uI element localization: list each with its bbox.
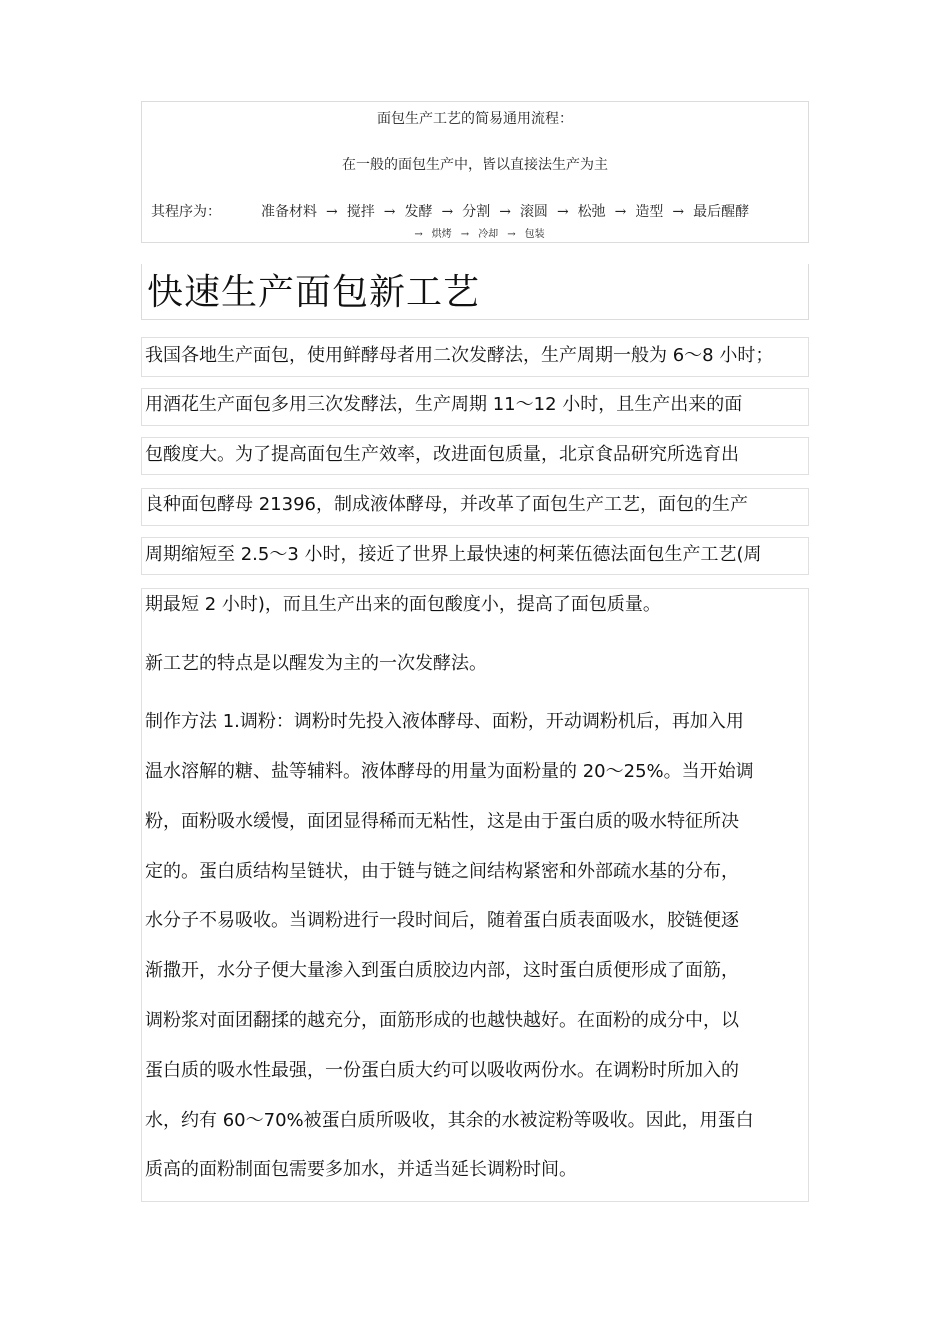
arrow-icon: → [556,204,569,220]
arrow-icon: → [441,204,454,220]
paragraph-line: 调粉浆对面团翻揉的越充分，面筋形成的也越快越好。在面粉的成分中，以 [145,1010,739,1031]
arrow-icon: → [672,204,685,220]
arrow-icon: → [414,229,423,240]
step: 松弛 [577,204,606,220]
step: 准备材料 [261,204,317,220]
paragraph-line: 温水溶解的糖、盐等辅料。液体酵母的用量为面粉量的 20～25%。当开始调 [145,761,754,782]
paragraph-line: 渐撒开，水分子便大量渗入到蛋白质胶边内部，这时蛋白质便形成了面筋， [145,960,739,981]
arrow-icon: → [614,204,627,220]
paragraph-line: 期最短 2 小时)，而且生产出来的面包酸度小，提高了面包质量。 [145,594,661,615]
paragraph-line: 质高的面粉制面包需要多加水，并适当延长调粉时间。 [145,1159,577,1180]
step: 发酵 [404,204,433,220]
step: 冷却 [478,229,499,240]
paragraph-line: 包酸度大。为了提高面包生产效率，改进面包质量，北京食品研究所选育出 [145,444,739,465]
paragraph-line: 用酒花生产面包多用三次发酵法，生产周期 11～12 小时，且生产出来的面 [145,394,743,415]
process-subtitle: 在一般的面包生产中，皆以直接法生产为主 [342,157,608,173]
arrow-icon: → [460,229,470,240]
arrow-icon: → [326,204,338,220]
process-flow-line [151,201,749,221]
paragraph-line: 我国各地生产面包，使用鲜酵母者用二次发酵法，生产周期一般为 6～8 小时； [145,345,774,366]
title-box [141,264,809,320]
paragraph-line: 水，约有 60～70%被蛋白质所吸收，其余的水被淀粉等吸收。因此，用蛋白 [145,1110,754,1131]
process-heading: 面包生产工艺的简易通用流程： [377,111,573,127]
paragraph-line: 水分子不易吸收。当调粉进行一段时间后，随着蛋白质表面吸水，胶链便逐 [145,910,739,931]
paragraph-line: 蛋白质的吸水性最强，一份蛋白质大约可以吸收两份水。在调粉时所加入的 [145,1060,739,1081]
step: 烘烤 [431,229,452,240]
step: 搅拌 [346,204,375,220]
paragraph-line: 制作方法 1.调粉：调粉时先投入液体酵母、面粉，开动调粉机后，再加入用 [145,711,744,732]
step: 滚圆 [519,204,548,220]
paragraph-line: 周期缩短至 2.5～3 小时，接近了世界上最快速的柯莱伍德法面包生产工艺(周 [145,544,762,565]
step: 最后醒酵 [693,204,750,220]
step: 分割 [462,204,491,220]
process-label: 其程序为： [151,204,221,220]
paragraph-line: 粉，面粉吸水缓慢，面团显得稀而无粘性，这是由于蛋白质的吸水特征所决 [145,811,739,832]
step: 包装 [524,229,545,240]
arrow-icon: → [383,204,396,220]
paragraph-line: 良种面包酵母 21396，制成液体酵母，并改革了面包生产工艺，面包的生产 [145,494,748,515]
article-title: 快速生产面包新工艺 [147,272,481,313]
arrow-icon: → [499,204,511,220]
paragraph-line: 新工艺的特点是以醒发为主的一次发酵法。 [145,653,487,674]
step: 造型 [635,204,664,220]
paragraph-line: 定的。蛋白质结构呈链状，由于链与链之间结构紧密和外部疏水基的分布， [145,861,739,882]
process-box [141,101,809,243]
process-flow-line-2 [142,225,808,240]
arrow-icon: → [507,229,516,240]
